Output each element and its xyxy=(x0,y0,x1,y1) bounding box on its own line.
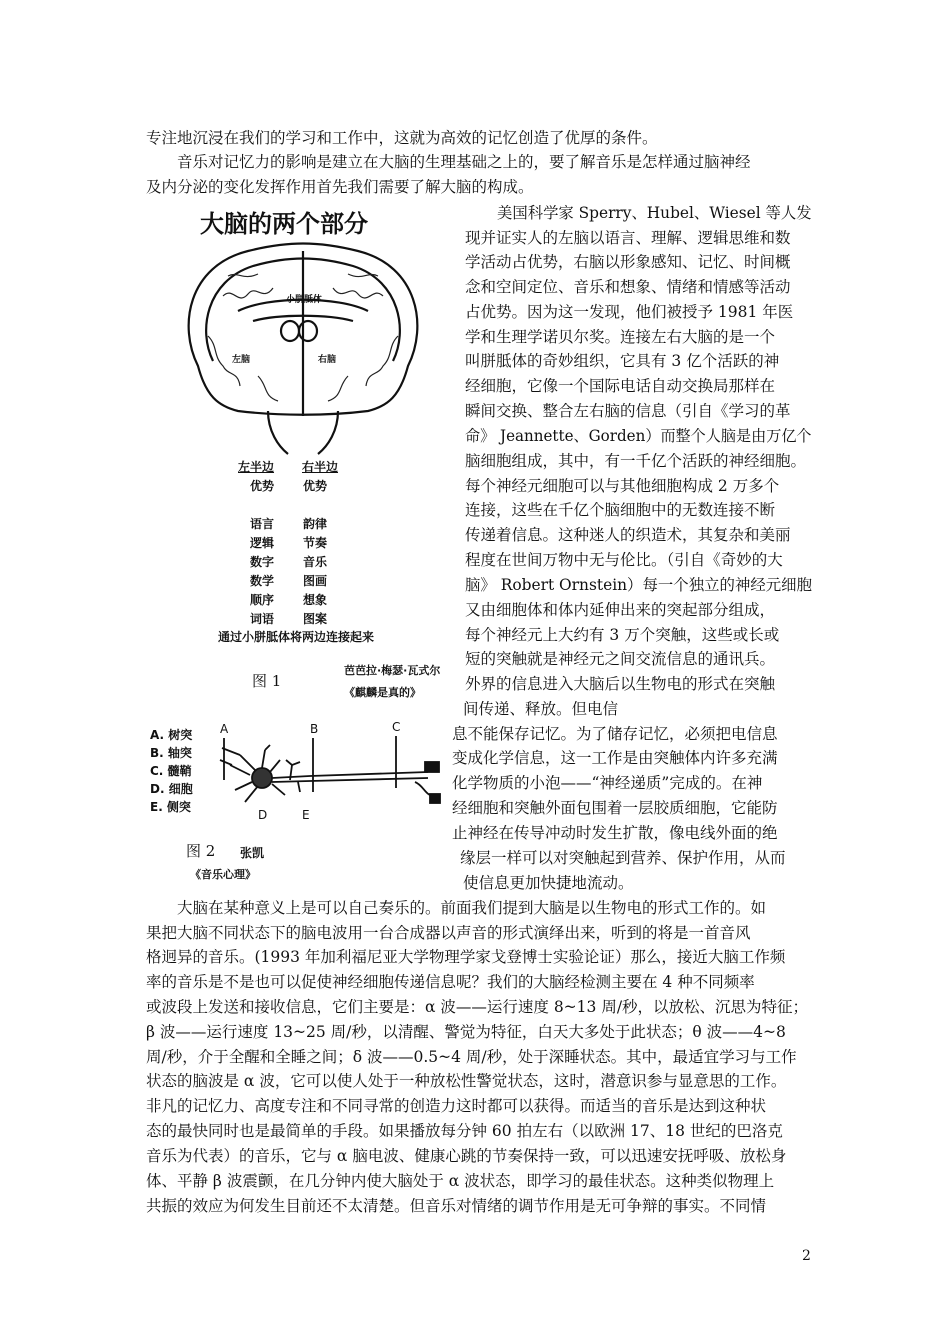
intro-line: 专注地沉浸在我们的学习和工作中，这就为高效的记忆创造了优厚的条件。 xyxy=(146,129,658,147)
body-line: 或波段上发送和接收信息，它们主要是：α 波——运行速度 8~13 周/秒，以放松、沉思为特征； xyxy=(146,998,809,1016)
wrap-line: 经细胞，它像一个国际电话自动交换局那样在 xyxy=(465,377,776,395)
wrap-line: 外界的信息进入大脑后以生物电的形式在突触 xyxy=(465,675,776,693)
wrap-line: 连接，这些在千亿个脑细胞中的无数连接不断 xyxy=(465,501,776,519)
left-item: 顺序 xyxy=(250,593,275,607)
wrap-line: 程度在世间万物中无与伦比。（引自《奇妙的大 xyxy=(465,551,783,569)
body-line: 周/秒，介于全醒和全睡之间；δ 波——0.5~4 周/秒，处于深睡状态。其中，最适宜学习与工作 xyxy=(146,1048,797,1066)
wrap-line: 化学物质的小泡——“神经递质”完成的。在神 xyxy=(452,774,763,792)
left-advantage: 优势 xyxy=(250,479,275,493)
figure2-author: 张凯 xyxy=(240,846,265,860)
brain-drawing xyxy=(168,236,438,456)
page-number: 2 xyxy=(802,1248,811,1264)
wrap-line: 命》 Jeannette、Gorden）而整个人脑是由万亿个 xyxy=(465,427,812,445)
right-item: 音乐 xyxy=(303,555,328,569)
wrap-line: 美国科学家 Sperry、Hubel、Wiesel 等人发 xyxy=(497,204,812,222)
body-line: 果把大脑不同状态下的脑电波用一台合成器以声音的形式演绎出来，听到的将是一首音风 xyxy=(146,924,751,942)
intro-line: 及内分泌的变化发挥作用首先我们需要了解大脑的构成。 xyxy=(146,178,534,196)
right-item: 韵律 xyxy=(303,517,328,531)
wrap-line: 经细胞和突触外面包围着一层胶质细胞，它能防 xyxy=(452,799,778,817)
wrap-line: 现并证实人的左脑以语言、理解、逻辑思维和数 xyxy=(465,229,791,247)
wrap-line: 学和生理学诺贝尔奖。连接左右大脑的是一个 xyxy=(465,328,776,346)
left-item: 数字 xyxy=(250,555,275,569)
wrap-line: 脑细胞组成，其中，有一千亿个活跃的神经细胞。 xyxy=(465,452,807,470)
figure2-book: 《音乐心理》 xyxy=(190,868,256,881)
wrap-line: 间传递、释放。但电信 xyxy=(463,700,619,718)
neuron-legend-item: C. 髓鞘 xyxy=(150,764,192,778)
wrap-line: 占优势。因为这一发现，他们被授予 1981 年医 xyxy=(465,303,794,321)
body-line: 体、平静 β 波震颤，在几分钟内使大脑处于 α 波状态，即学习的最佳状态。这种类似物理上 xyxy=(146,1172,775,1190)
wrap-line: 短的突触就是神经元之间交流信息的通讯兵。 xyxy=(465,650,776,668)
neuron-letter-c: C xyxy=(392,720,401,734)
corpus-callosum-label: 小胼胝体 xyxy=(286,295,323,305)
figure1-footer: 通过小胼胝体将两边连接起来 xyxy=(218,630,375,644)
neuron-letter-d: D xyxy=(258,808,268,822)
wrap-line: 息不能保存记忆。为了储存记忆，必须把电信息 xyxy=(452,725,778,743)
wrap-line: 使信息更加快捷地流动。 xyxy=(463,874,634,892)
left-item: 语言 xyxy=(250,517,275,531)
wrap-line: 每个神经元细胞可以与其他细胞构成 2 万多个 xyxy=(465,477,780,495)
wrap-line: 念和空间定位、音乐和想象、情绪和情感等活动 xyxy=(465,278,791,296)
body-line: 格迥异的音乐。(1993 年加利福尼亚大学物理学家戈登博士实验论证）那么，接近大脑工作频 xyxy=(146,948,786,966)
wrap-line: 传递着信息。这种迷人的织造术，其复杂和美丽 xyxy=(465,526,791,544)
body-line: 率的音乐是不是也可以促使神经细胞传递信息呢？我们的大脑经检测主要在 4 种不同频率 xyxy=(146,973,755,991)
left-item: 逻辑 xyxy=(250,536,275,550)
neuron-drawing xyxy=(210,720,445,820)
figure1-title: 大脑的两个部分 xyxy=(200,210,368,238)
figure1-caption: 图 1 xyxy=(252,672,282,690)
figure2-caption: 图 2 xyxy=(186,842,216,860)
wrap-line: 瞬间交换、整合左右脑的信息（引自《学习的革 xyxy=(465,402,791,420)
wrap-line: 脑》 Robert Ornstein）每一个独立的神经元细胞 xyxy=(465,576,813,594)
intro-line: 音乐对记忆力的影响是建立在大脑的生理基础之上的，要了解音乐是怎样通过脑神经 xyxy=(177,153,751,171)
right-header: 右半边 xyxy=(302,460,339,474)
body-line: β 波——运行速度 13~25 周/秒，以清醒、警觉为特征，白天大多处于此状态；θ 波——4~8 xyxy=(146,1023,786,1041)
wrap-line: 变成化学信息，这一工作是由突触体内许多充满 xyxy=(452,749,778,767)
left-brain-label: 左脑 xyxy=(232,355,251,365)
left-item: 词语 xyxy=(250,612,275,626)
wrap-line: 叫胼胝体的奇妙组织，它具有 3 亿个活跃的神 xyxy=(465,352,780,370)
right-item: 图画 xyxy=(303,574,328,588)
neuron-legend-item: A. 树突 xyxy=(150,728,193,742)
body-line: 共振的效应为何发生目前还不太清楚。但音乐对情绪的调节作用是无可争辩的事实。不同情 xyxy=(146,1197,767,1215)
figure1-source-author: 芭芭拉·梅瑟·瓦式尔 xyxy=(344,664,441,677)
body-line: 非凡的记忆力、高度专注和不同寻常的创造力这时都可以获得。而适当的音乐是达到这种状 xyxy=(146,1097,767,1115)
right-advantage: 优势 xyxy=(303,479,328,493)
right-item: 图案 xyxy=(303,612,328,626)
neuron-legend-item: E. 侧突 xyxy=(150,800,191,814)
right-item: 想象 xyxy=(303,593,328,607)
wrap-line: 每个神经元上大约有 3 万个突触，这些或长或 xyxy=(465,626,780,644)
neuron-legend-item: D. 细胞 xyxy=(150,782,193,796)
neuron-letter-e: E xyxy=(302,808,310,822)
neuron-legend-item: B. 轴突 xyxy=(150,746,192,760)
right-brain-label: 右脑 xyxy=(318,355,337,365)
wrap-line: 缘层一样可以对突触起到营养、保护作用，从而 xyxy=(460,849,786,867)
left-item: 数学 xyxy=(250,574,275,588)
body-line: 状态的脑波是 α 波，它可以使人处于一种放松性警觉状态，这时，潜意识参与显意思的工作。 xyxy=(146,1072,787,1090)
neuron-letter-a: A xyxy=(220,722,229,736)
body-line: 大脑在某种意义上是可以自己奏乐的。前面我们提到大脑是以生物电的形式工作的。如 xyxy=(177,899,767,917)
wrap-line: 止神经在传导冲动时发生扩散，像电线外面的绝 xyxy=(452,824,778,842)
right-item: 节奏 xyxy=(303,536,328,550)
wrap-line: 又由细胞体和体内延伸出来的突起部分组成， xyxy=(465,601,776,619)
wrap-line: 学活动占优势，右脑以形象感知、记忆、时间概 xyxy=(465,253,791,271)
left-header: 左半边 xyxy=(238,460,275,474)
body-line: 音乐为代表）的音乐，它与 α 脑电波、健康心跳的节奏保持一致，可以迅速安抚呼吸、放松身 xyxy=(146,1147,787,1165)
body-line: 态的最快同时也是最简单的手段。如果播放每分钟 60 拍左右（以欧洲 17、18 世纪的巴洛克 xyxy=(146,1122,783,1140)
figure1-source-book: 《麒麟是真的》 xyxy=(344,686,421,699)
neuron-letter-b: B xyxy=(310,722,319,736)
